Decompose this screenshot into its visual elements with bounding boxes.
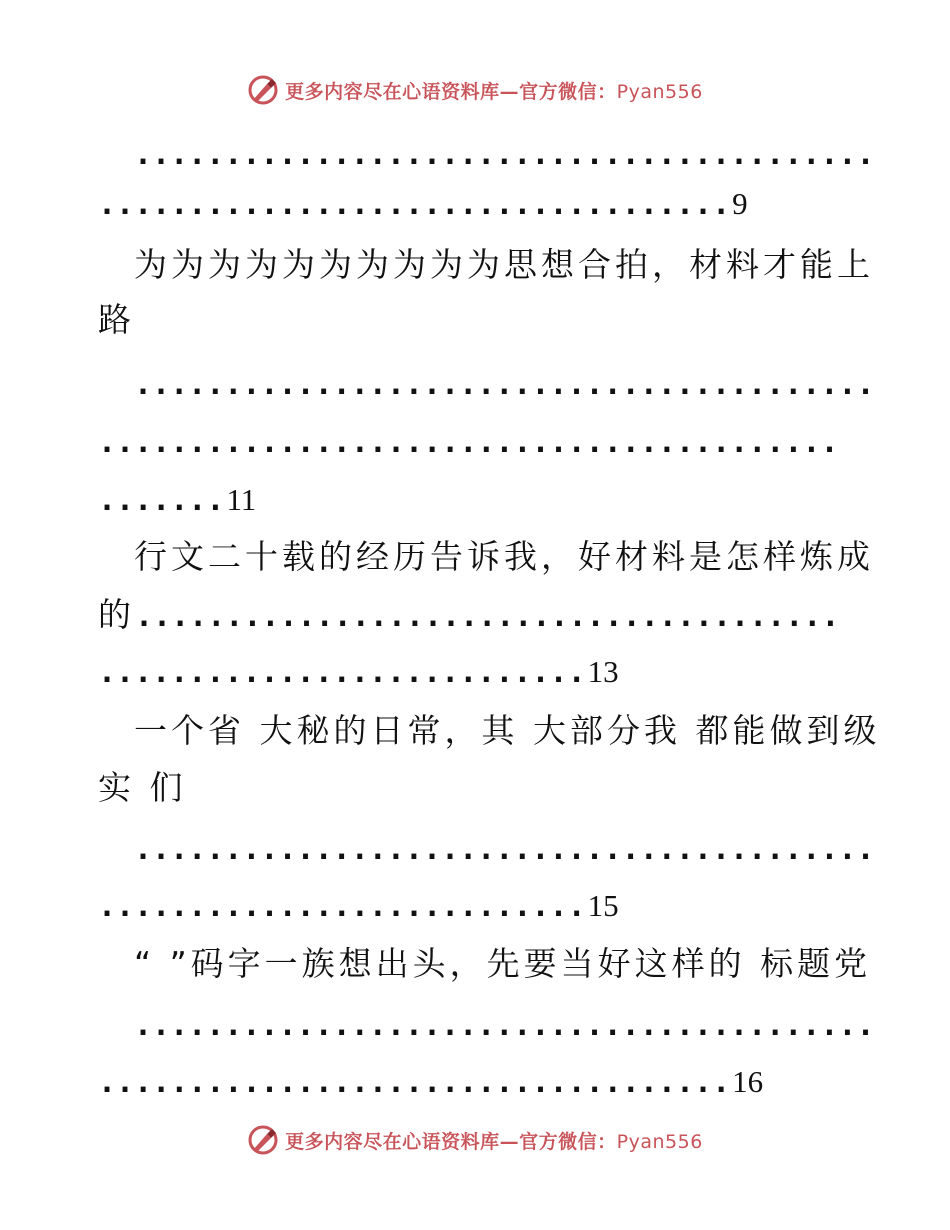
toc-entry3-title-a: 行文二十载的经历告诉我，好材料是怎样炼成 — [134, 537, 874, 576]
footer-wechat-id: Pyan556 — [616, 1130, 703, 1153]
toc-entry5-dots-a: ......................................... — [134, 1008, 875, 1043]
pen-logo-icon — [247, 1124, 279, 1156]
toc-entry3-dots-b: ...........................13 — [98, 654, 619, 690]
toc-entry2-page: 11 — [226, 482, 257, 517]
toc-entry3-dots-a: ....................................... — [135, 599, 840, 634]
toc-entry2-dots-b: ......................................... — [98, 425, 839, 460]
toc-entry4-title-a: 一个省 大秘的日常，其 大部分我 都能做到级 — [134, 711, 881, 750]
toc-entry3-title-b: 的....................................... — [98, 595, 840, 634]
toc-entry1-dots-b: ...................................9 — [98, 186, 748, 222]
toc-entry1-page: 9 — [732, 186, 748, 221]
footer-text — [285, 1127, 703, 1154]
toc-entry3-page: 13 — [587, 654, 619, 689]
toc-entry2-title-a: 为为为为为为为为为为思想合拍，材料才能上 — [134, 245, 874, 284]
toc-entry5-dots-b: ...................................16 — [98, 1064, 764, 1100]
toc-entry4-dots-a: ......................................... — [134, 832, 875, 867]
toc-entry2-title-b: 路 — [98, 300, 135, 339]
footer-brand-text: 更多内容尽在心语资料库—官方微信： — [285, 1130, 617, 1153]
toc-entry5-page: 16 — [732, 1064, 764, 1099]
toc-entry5-title-a: “ ”码字一族想出头，先要当好这样的 标题党 — [134, 944, 872, 983]
toc-entry2-dots-c: .......11 — [98, 482, 257, 518]
toc-entry4-page: 15 — [587, 888, 619, 923]
toc-entry1-dots-a: ......................................... — [134, 137, 875, 172]
header-text — [285, 77, 703, 104]
footer-banner — [0, 1120, 950, 1160]
pen-logo-icon — [247, 74, 279, 106]
toc-entry4-title-b: 实 们 — [98, 768, 187, 807]
header-brand-text: 更多内容尽在心语资料库—官方微信： — [285, 80, 617, 103]
header-wechat-id: Pyan556 — [616, 80, 703, 103]
header-banner — [0, 70, 950, 110]
toc-entry4-dots-b: ...........................15 — [98, 888, 619, 924]
toc-entry2-dots-a: ......................................... — [134, 367, 875, 402]
